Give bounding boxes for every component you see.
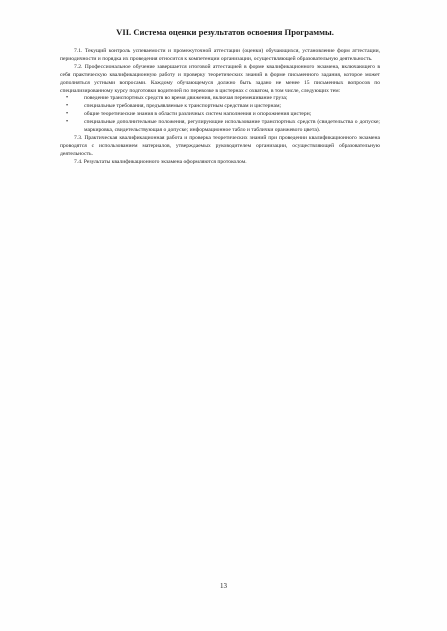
paragraph-7-2: 7.2. Профессиональное обучение завершается итоговой аттестацией в форме квалификационного экзамена, включающего в себя практическую квалификационную работу и проверку теоретических знаний в форме письменного задания, которое может дополняться устными вопросами. Каждому обучающемуся должно быть задано не менее 15 письменных вопросов по специализированному курсу подготовки водителей по перевозке в цистернах с охватом, в том числе, следующих тем: <box>60 63 380 94</box>
paragraph-7-1: 7.1. Текущий контроль успеваемости и промежуточной аттестации (оценки) обучающихся, установление форм аттестации, периодичности и порядка их проведения относится к компетенции организации, осуществляющей образовательную деятельность. <box>60 48 380 62</box>
bullet-icon: • <box>66 95 69 102</box>
topic-text: поведение транспортных средств во время движения, включая перемешивание груза; <box>84 95 288 102</box>
page-number: 13 <box>220 582 227 590</box>
list-item <box>60 119 380 135</box>
section-body <box>60 48 380 167</box>
list-item <box>60 111 380 119</box>
topic-text: специальные требования, предъявляемые к транспортным средствам и цистернам; <box>84 103 282 110</box>
topic-text: специальные дополнительные положения, регулирующие использование транспортных средств (свидетельства о допуске; маркировка, свидетельствующая о допуске; информационное табло и таблички оранжевого цвета). <box>84 119 380 134</box>
paragraph-7-4: 7.4. Результаты квалификационного экзамена оформляются протоколом. <box>74 158 247 165</box>
paragraph-7-3: 7.3. Практическая квалификационная работа и проверка теоретических знаний при проведении квалификационного экзамена проводятся с использованием материалов, утверждаемых руководителем организации, осуществляющей образовательную деятельность. <box>60 134 380 157</box>
topic-text: общие теоретические знания в области различных систем наполнения и опорожнения цистерн; <box>84 111 312 118</box>
bullet-icon: • <box>66 103 69 110</box>
bullet-icon: • <box>66 119 69 126</box>
bullet-icon: • <box>66 111 69 118</box>
topics-list <box>60 95 380 135</box>
section-heading: VII. Система оценки результатов освоения Программы. <box>116 27 334 37</box>
